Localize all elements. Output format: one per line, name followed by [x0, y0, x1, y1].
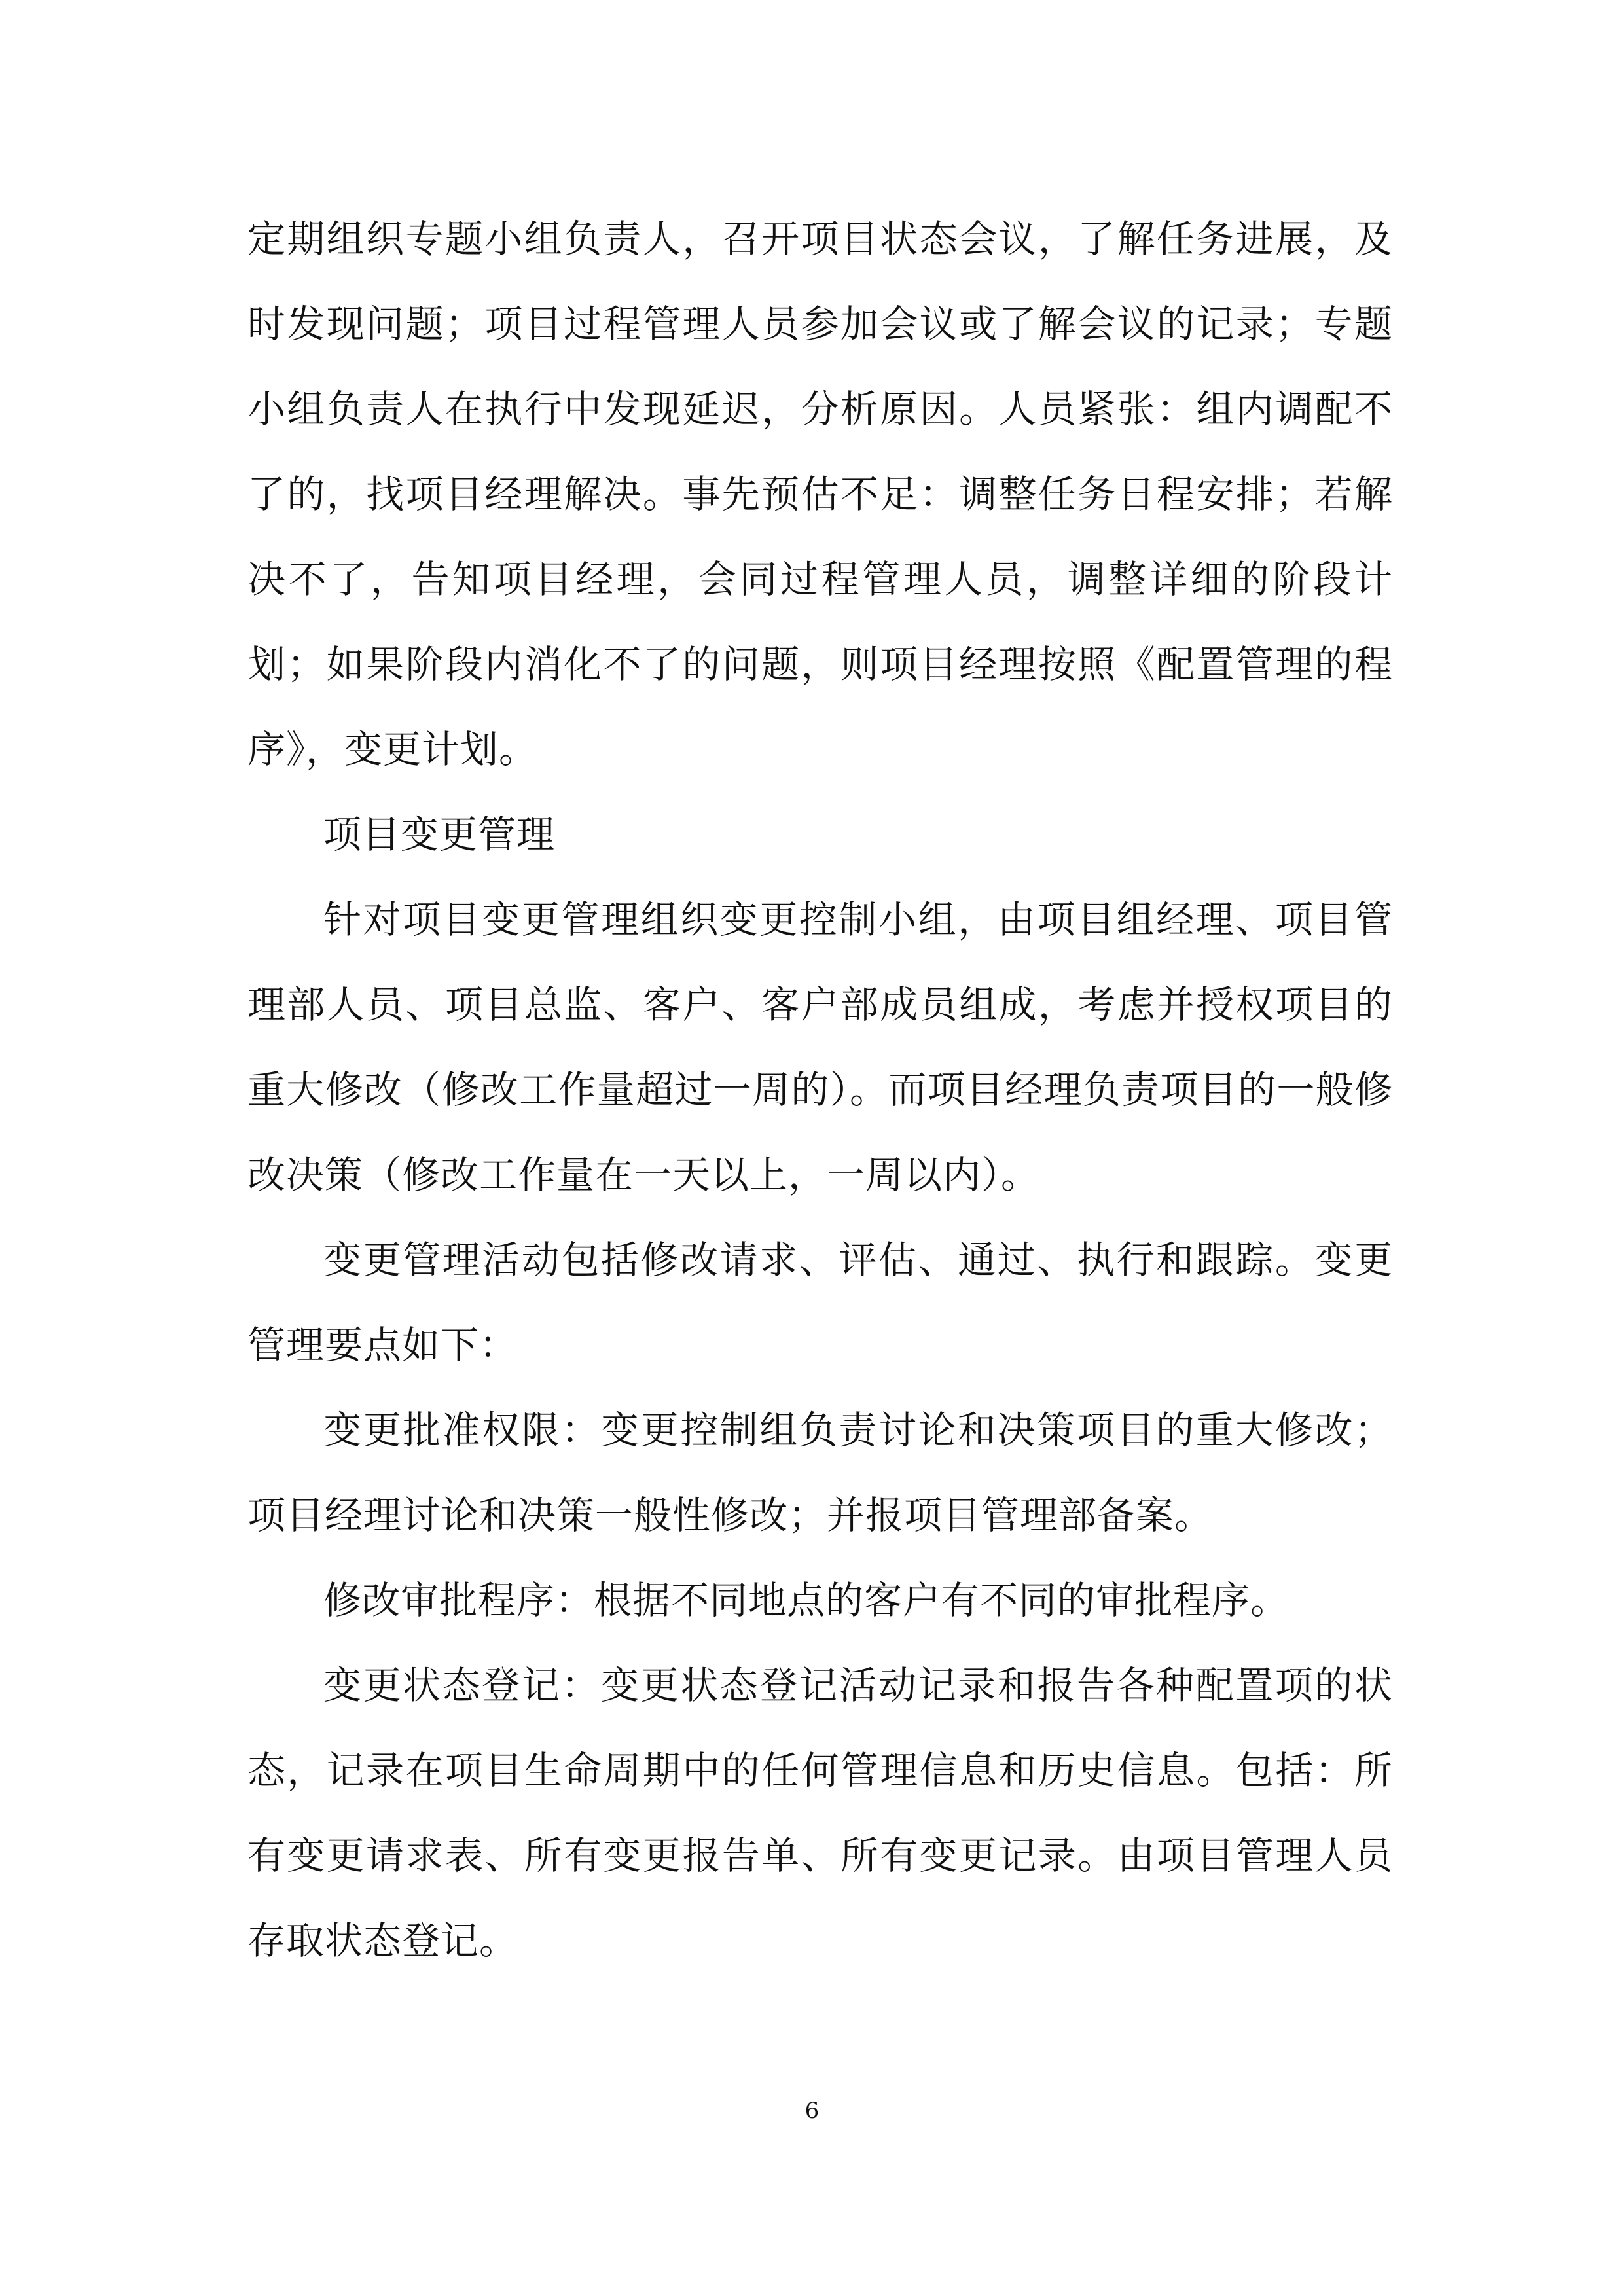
section-heading-change-management: 项目变更管理	[323, 812, 556, 857]
paragraph-approval-authority: 变更批准权限：变更控制组负责讨论和决策项目的重大修改；项目经理讨论和决策一般性修改；并报项目管理部备案。	[247, 1408, 1393, 1537]
page-number: 6	[804, 2098, 820, 2124]
paragraph-status-registration: 变更状态登记：变更状态登记活动记录和报告各种配置项的状态，记录在项目生命周期中的任何管理信息和历史信息。包括：所有变更请求表、所有变更报告单、所有变更记录。由项目管理人员存取状态登记。	[247, 1663, 1393, 1963]
paragraph-change-activities: 变更管理活动包括修改请求、评估、通过、执行和跟踪。变更管理要点如下：	[247, 1238, 1393, 1367]
document-body	[247, 196, 1393, 1983]
paragraph-status-meeting: 定期组织专题小组负责人，召开项目状态会议，了解任务进展，及时发现问题；项目过程管理人员参加会议或了解会议的记录；专题小组负责人在执行中发现延迟，分析原因。人员紧张：组内调配不了的，找项目经理解决。事先预估不足：调整任务日程安排；若解决不了，告知项目经理，会同过程管理人员，调整详细的阶段计划；如果阶段内消化不了的问题，则项目经理按照《配置管理的程序》，变更计划。	[247, 217, 1393, 772]
paragraph-approval-procedure: 修改审批程序：根据不同地点的客户有不同的审批程序。	[323, 1578, 1290, 1623]
paragraph-change-control-group: 针对项目变更管理组织变更控制小组，由项目组经理、项目管理部人员、项目总监、客户、客户部成员组成，考虑并授权项目的重大修改（修改工作量超过一周的）。而项目经理负责项目的一般修改决策（修改工作量在一天以上，一周以内）。	[247, 897, 1393, 1197]
